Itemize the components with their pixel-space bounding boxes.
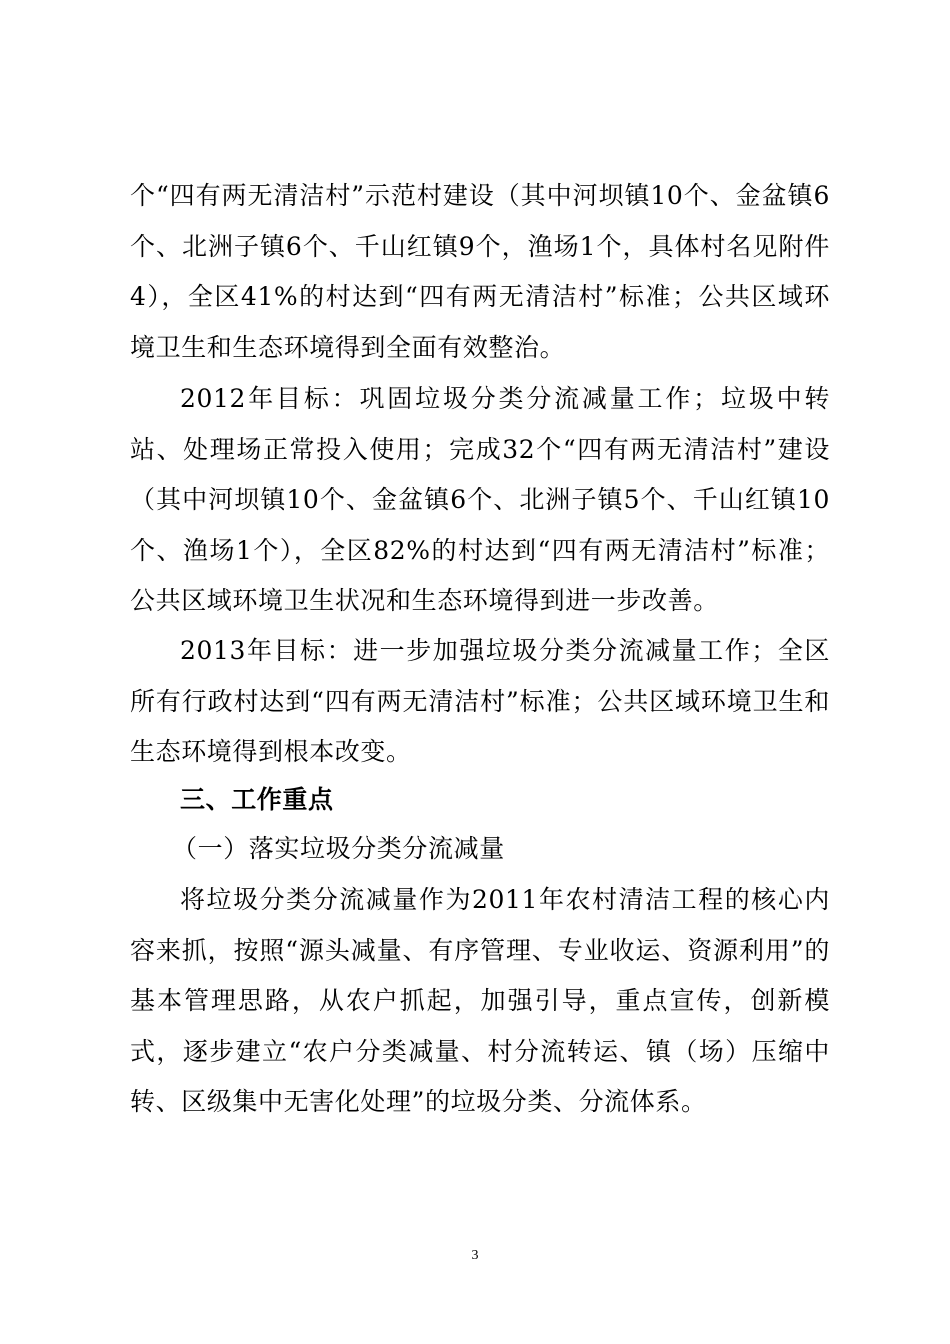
paragraph-2012-goals: 2012年目标：巩固垃圾分类分流减量工作；垃圾中转站、处理场正常投入使用；完成32个“四有两无清洁村”建设（其中河坝镇10个、金盆镇6个、北洲子镇5个、千山红镇10个、渔场1个），全区82%的村达到“四有两无清洁村”标准；公共区域环境卫生状况和生态环境得到进一步改善。: [130, 384, 830, 615]
paragraph-2011-goals-continued: 个“四有两无清洁村”示范村建设（其中河坝镇10个、金盆镇6个、北洲子镇6个、千山红镇9个，渔场1个，具体村名见附件4），全区41%的村达到“四有两无清洁村”标准；公共区域环境卫生和生态环境得到全面有效整治。: [130, 181, 830, 362]
page-number: 3: [471, 1248, 479, 1263]
paragraph-waste-sorting-details: 将垃圾分类分流减量作为2011年农村清洁工程的核心内容来抓，按照“源头减量、有序管理、专业收运、资源利用”的基本管理思路，从农户抓起，加强引导，重点宣传，创新模式，逐步建立“农户分类减量、村分流转运、镇（场）压缩中转、区级集中无害化处理”的垃圾分类、分流体系。: [130, 885, 830, 1116]
section-heading-work-focus: 三、工作重点: [180, 785, 334, 814]
paragraph-2013-goals: 2013年目标：进一步加强垃圾分类分流减量工作；全区所有行政村达到“四有两无清洁村”标准；公共区域环境卫生和生态环境得到根本改变。: [130, 636, 830, 766]
subsection-heading-waste-sorting: （一）落实垃圾分类分流减量: [172, 834, 505, 863]
